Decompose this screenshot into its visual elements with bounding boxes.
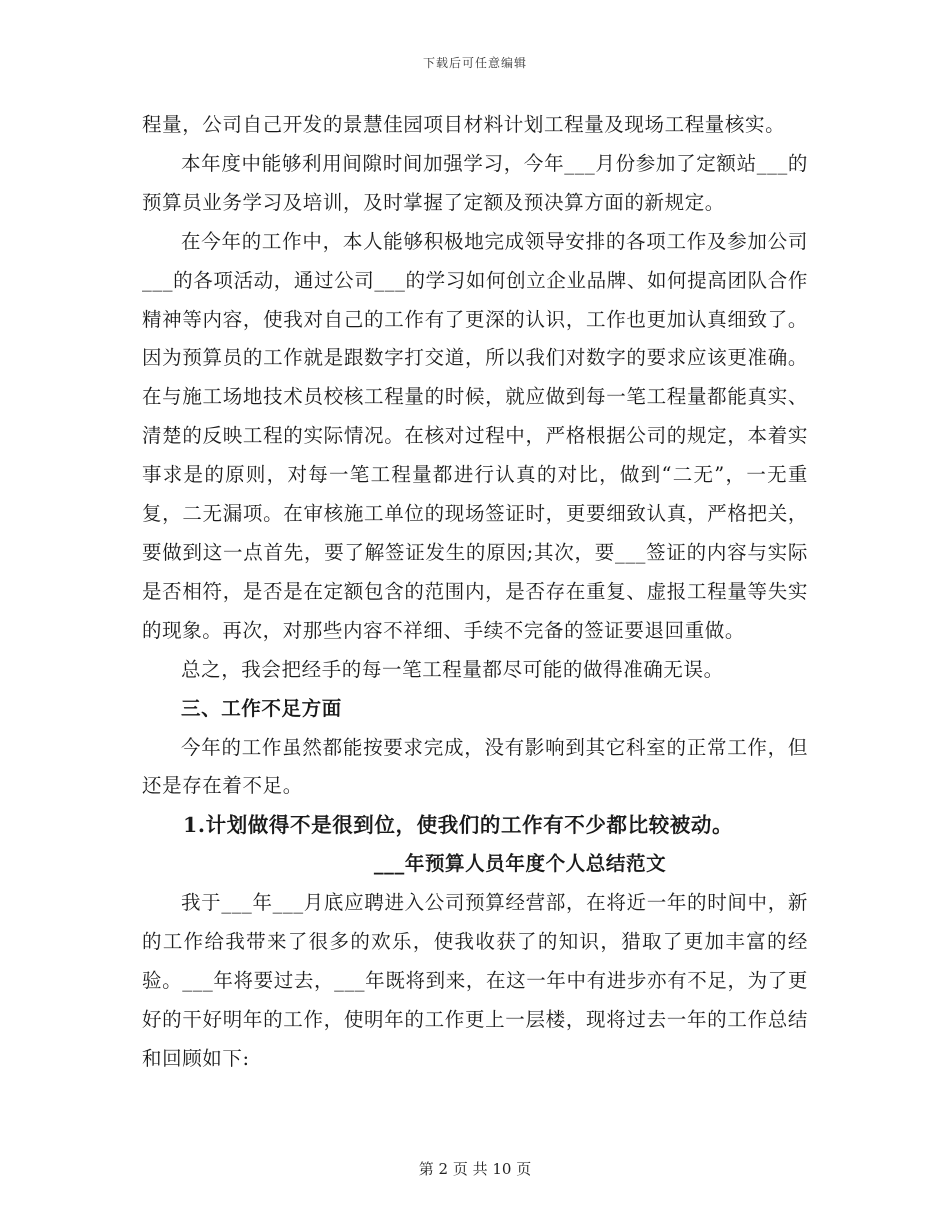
list-item-plan: 1.计划做得不是很到位，使我们的工作有不少都比较被动。 (183, 813, 734, 838)
page-header: 下载后可任意编辑 (422, 56, 527, 70)
paragraph-summary: 总之，我会把经手的每一笔工程量都尽可能的做得准确无误。 (181, 657, 724, 681)
page-footer: 第 2 页 共 10 页 (418, 1160, 532, 1178)
document-body (142, 106, 808, 1079)
paragraph-continuation: 程量，公司自己开发的景慧佳园项目材料计划工程量及现场工程量核实。 (142, 113, 786, 136)
paragraph-work: 在今年的工作中，本人能够积极地完成领导安排的各项工作及参加公司___的各项活动，通过公司___的学习如何创立企业品牌、如何提高团队合作精神等内容，使我对自己的工作有了更深的认识，工作也更加认真细致了。因为预算员的工作就是跟数字打交道，所以我们对数字的要求应该更准确。在与施工场地技术员校核工程量的时候，就应做到每一笔工程量都能真实、清楚的反映工程的实际情况。在核对过程中，严格根据公司的规定，本着实事求是的原则，对每一笔工程量都进行认真的对比，做到“二无”，一无重复，二无漏项。在审核施工单位的现场签证时，更要细致认真，严格把关，要做到这一点首先，要了解签证发生的原因;其次，要___签证的内容与实际是否相符，是否是在定额包含的范围内，是否存在重复、虚报工程量等失实的现象。再次，对那些内容不祥细、手续不完备的签证要退回重做。 (142, 229, 808, 642)
document-title: ___年预算人员年度个人总结范文 (373, 852, 667, 876)
paragraph-study: 本年度中能够利用间隙时间加强学习，今年___月份参加了定额站___的预算员业务学习及培训，及时掌握了定额及预决算方面的新规定。 (142, 151, 808, 214)
section-heading-shortcomings: 三、工作不足方面 (181, 696, 342, 720)
paragraph-intro: 我于___年___月底应聘进入公司预算经营部，在将近一年的时间中，新的工作给我带来了很多的欢乐，使我收获了的知识，猎取了更加丰富的经验。___年将要过去，___年既将到来，在这一年中有进步亦有不足，为了更好的干好明年的工作，使明年的工作更上一层楼，现将过去一年的工作总结和回顾如下: (142, 891, 808, 1070)
paragraph-shortcomings: 今年的工作虽然都能按要求完成，没有影响到其它科室的正常工作，但还是存在着不足。 (142, 735, 808, 798)
